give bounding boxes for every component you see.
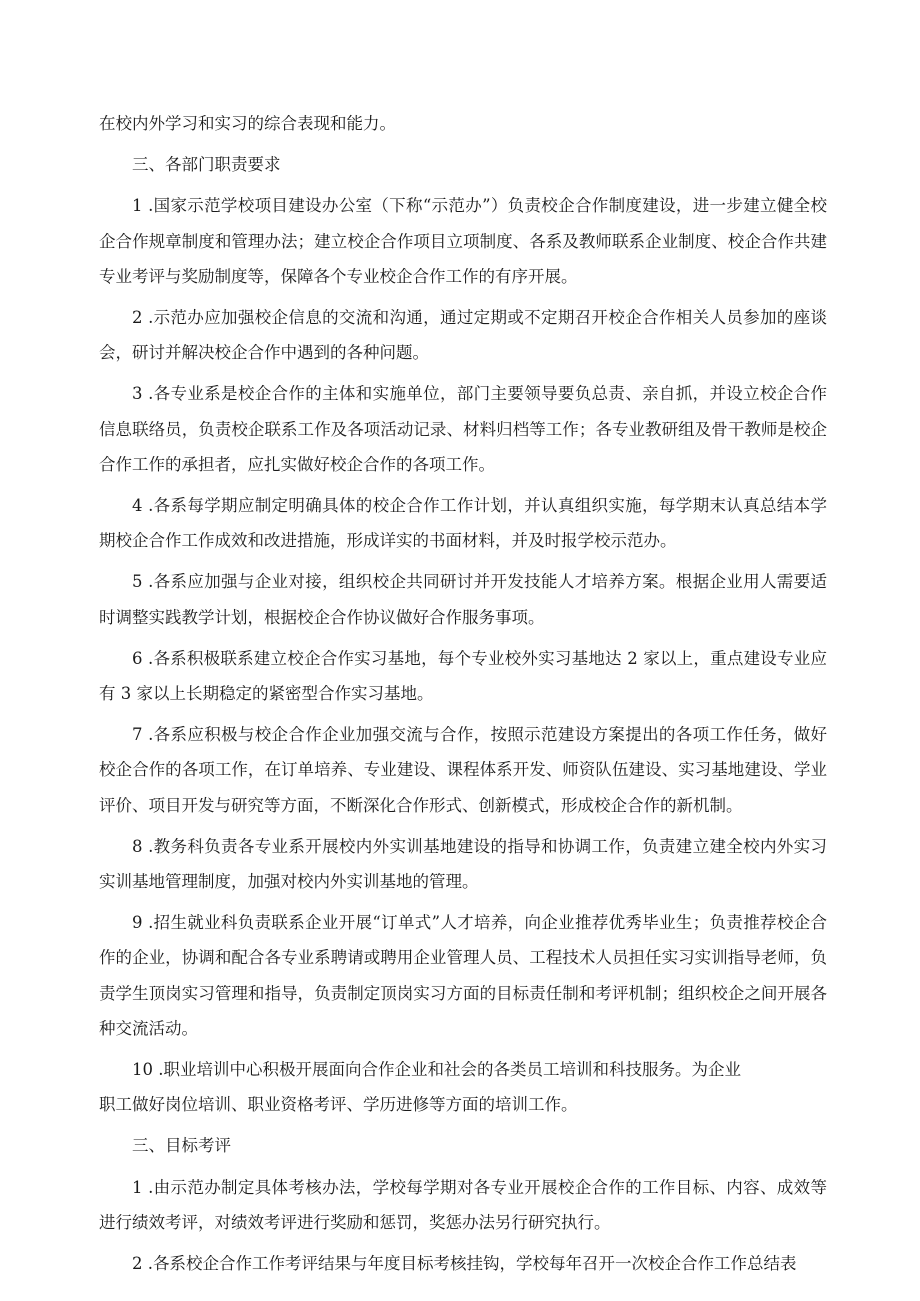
paragraph-item-3: 3 .各专业系是校企合作的主体和实施单位，部门主要领导要负总责、亲自抓，并设立校企合作信息联络员，负责校企联系工作及各项活动记录、材料归档等工作；各专业教研组及骨干教师是校企合作工作的承担者，应扎实做好校企合作的各项工作。 <box>99 384 827 474</box>
paragraph-continuation: 在校内外学习和实习的综合表现和能力。 <box>99 114 396 133</box>
paragraph-item-8: 8 .教务科负责各专业系开展校内外实训基地建设的指导和协调工作，负责建立建全校内外实习实训基地管理制度，加强对校内外实训基地的管理。 <box>99 836 827 892</box>
section-heading-responsibilities: 三、各部门职责要求 <box>132 155 281 175</box>
paragraph-item-5: 5 .各系应加强与企业对接，组织校企共同研讨并开发技能人才培养方案。根据企业用人需要适时调整实践教学计划，根据校企合作协议做好合作服务事项。 <box>99 572 827 627</box>
paragraph-item-7: 7 .各系应积极与校企合作企业加强交流与合作，按照示范建设方案提出的各项工作任务，做好校企合作的各项工作，在订单培养、专业建设、课程体系开发、师资队伍建设、实习基地建设、学业评价、项目开发与研究等方面，不断深化合作形式、创新模式，形成校企合作的新机制。 <box>99 725 827 815</box>
paragraph-item-4: 4 .各系每学期应制定明确具体的校企合作工作计划，并认真组织实施，每学期末认真总结本学期校企合作工作成效和改进措施，形成详实的书面材料，并及时报学校示范办。 <box>99 496 827 551</box>
paragraph-evaluation-2: 2 .各系校企合作工作考评结果与年度目标考核挂钩，学校每年召开一次校企合作工作总结表 <box>132 1254 797 1274</box>
paragraph-item-6: 6 .各系积极联系建立校企合作实习基地，每个专业校外实习基地达 2 家以上，重点建设专业应有 3 家以上长期稳定的紧密型合作实习基地。 <box>99 648 827 704</box>
section-heading-evaluation: 三、目标考评 <box>132 1136 231 1156</box>
paragraph-item-9: 9 .招生就业科负责联系企业开展“订单式”人才培养，向企业推荐优秀毕业生；负责推荐校企合作的企业，协调和配合各专业系聘请或聘用企业管理人员、工程技术人员担任实习实训指导老师，负责学生顶岗实习管理和指导，负责制定顶岗实习方面的目标责任制和考评机制；组织校企之间开展各种交流活动。 <box>99 913 827 1038</box>
document-body <box>99 106 827 1281</box>
paragraph-evaluation-1: 1 .由示范办制定具体考核办法，学校每学期对各专业开展校企合作的工作目标、内容、成效等进行绩效考评，对绩效考评进行奖励和惩罚，奖惩办法另行研究执行。 <box>99 1177 827 1232</box>
paragraph-item-10-continuation: 职工做好岗位培训、职业资格考评、学历进修等方面的培训工作。 <box>99 1095 578 1115</box>
paragraph-item-10: 10 .职业培训中心积极开展面向合作企业和社会的各类员工培训和科技服务。为企业 <box>132 1060 741 1080</box>
paragraph-item-1: 1 .国家示范学校项目建设办公室（下称“示范办”）负责校企合作制度建设，进一步建立健全校企合作规章制度和管理办法；建立校企合作项目立项制度、各系及教师联系企业制度、校企合作共建专业考评与奖励制度等，保障各个专业校企合作工作的有序开展。 <box>99 196 827 286</box>
paragraph-item-2: 2 .示范办应加强校企信息的交流和沟通，通过定期或不定期召开校企合作相关人员参加的座谈会，研讨并解决校企合作中遇到的各种问题。 <box>99 308 827 363</box>
